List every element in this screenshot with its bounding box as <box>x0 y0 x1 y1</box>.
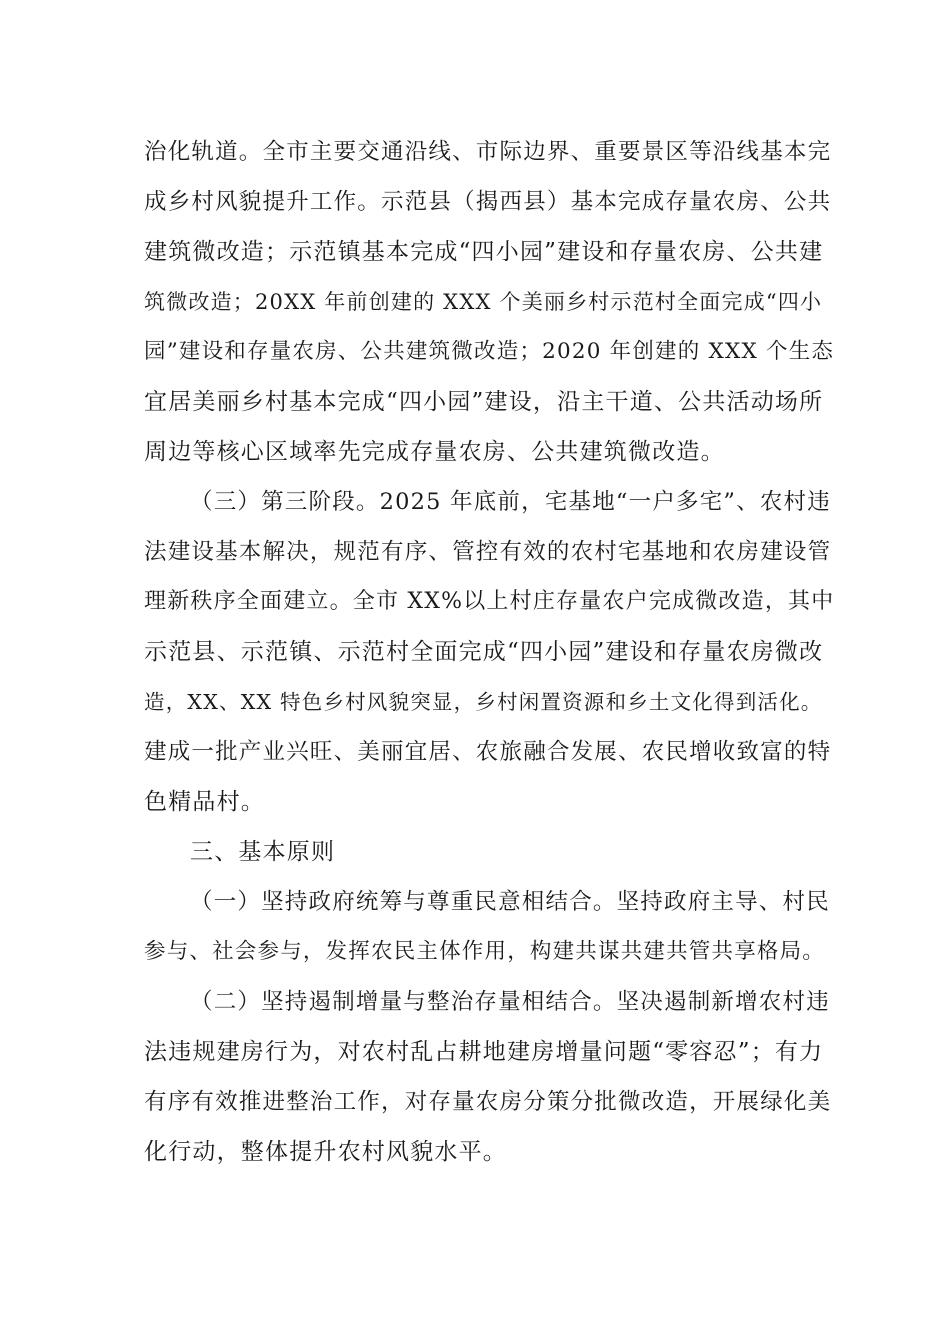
text-line: 色精品村。 <box>144 789 265 815</box>
paragraph-start-line: （二）坚持遏制增量与整治存量相结合。坚决遏制新增农村违 <box>190 989 830 1015</box>
text-line: 理新秩序全面建立。全市 XX%以上村庄存量农户完成微改造，其中 <box>144 589 835 614</box>
text-line: 筑微改造；20XX 年前创建的 XXX 个美丽乡村示范村全面完成“四小 <box>144 290 823 314</box>
paragraph-start-line: （一）坚持政府统筹与尊重民意相结合。坚持政府主导、村民 <box>190 889 830 915</box>
text-line: 法违规建房行为，对农村乱占耕地建房增量问题“零容忍”；有力 <box>144 1039 824 1065</box>
text-line: 建筑微改造；示范镇基本完成“四小园”建设和存量农房、公共建 <box>144 239 824 265</box>
text-line: 化行动，整体提升农村风貌水平。 <box>144 1139 507 1165</box>
text-line: 造，XX、XX 特色乡村风貌突显，乡村闲置资源和乡土文化得到活化。 <box>144 690 823 714</box>
text-line: 治化轨道。全市主要交通沿线、市际边界、重要景区等沿线基本完 <box>144 139 832 165</box>
text-line: 成乡村风貌提升工作。示范县（揭西县）基本完成存量农房、公共 <box>144 189 832 215</box>
text-line: 参与、社会参与，发挥农民主体作用，构建共谋共建共管共享格局。 <box>144 939 826 964</box>
text-line: 有序有效推进整治工作，对存量农房分策分批微改造，开展绿化美 <box>144 1089 832 1115</box>
text-line: 法建设基本解决，规范有序、管控有效的农村宅基地和农房建设管 <box>144 539 832 565</box>
text-line: 园”建设和存量农房、公共建筑微改造；2020 年创建的 XXX 个生态 <box>144 339 835 364</box>
text-line: 宜居美丽乡村基本完成“四小园”建设，沿主干道、公共活动场所 <box>144 389 824 415</box>
text-line: 示范县、示范镇、示范村全面完成“四小园”建设和存量农房微改 <box>144 639 824 665</box>
paragraph-start-line: （三）第三阶段。2025 年底前，宅基地“一户多宅”、农村违 <box>190 489 831 515</box>
text-line: 周边等核心区域率先完成存量农房、公共建筑微改造。 <box>144 439 725 465</box>
text-line: 建成一批产业兴旺、美丽宜居、农旅融合发展、农民增收致富的特 <box>144 739 832 765</box>
section-heading: 三、基本原则 <box>190 839 336 865</box>
